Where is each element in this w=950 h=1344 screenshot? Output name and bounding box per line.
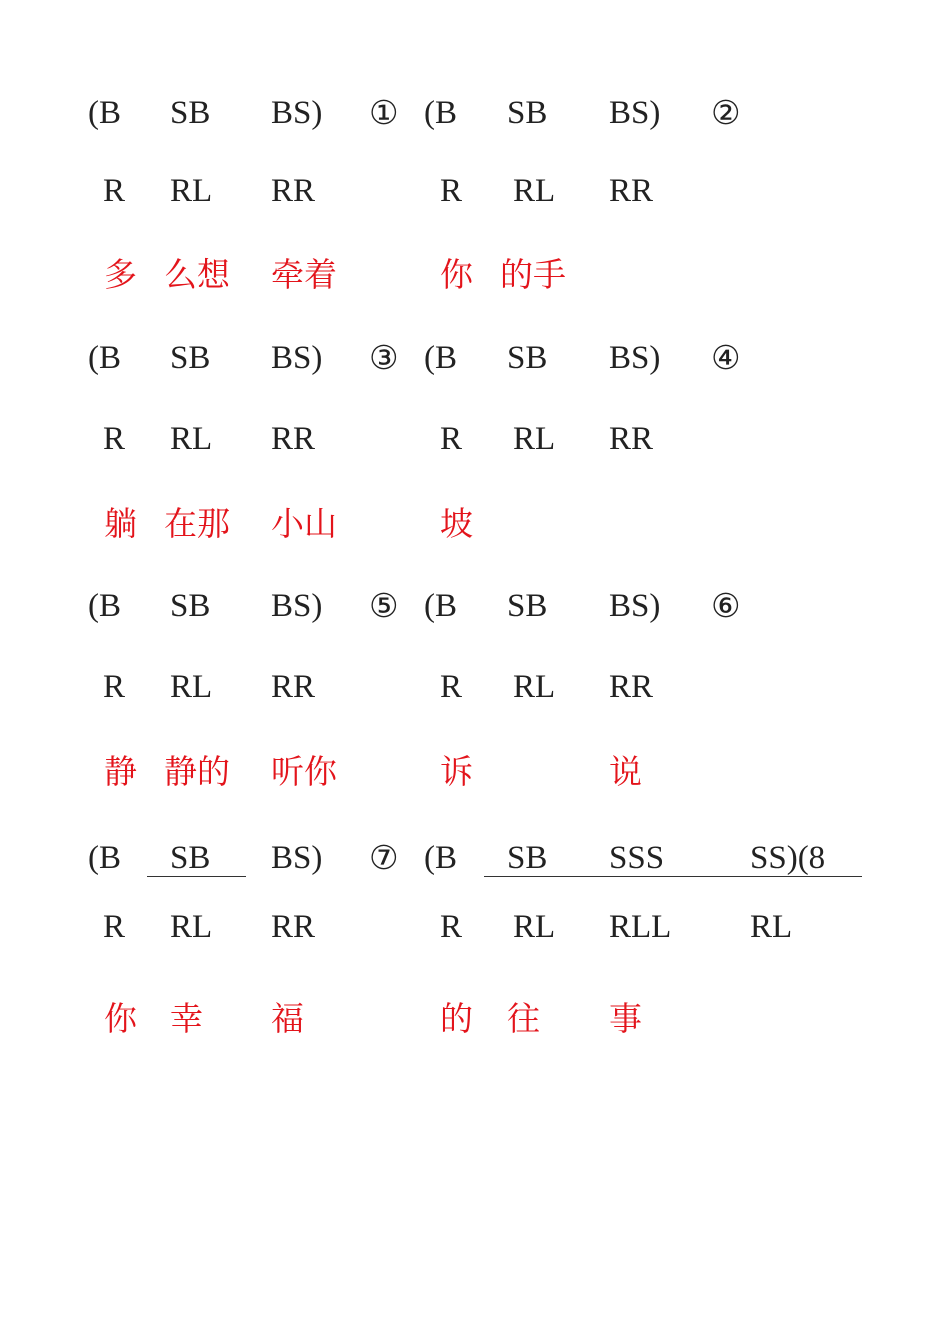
lyric-syllable: 的	[440, 999, 473, 1038]
hand-token: R	[103, 669, 126, 705]
pattern-token: (B	[88, 95, 121, 131]
measure-number: ⑤	[369, 586, 399, 625]
hand-token: RR	[609, 173, 654, 209]
lyric-syllable: 的手	[500, 255, 566, 294]
lyric-syllable: 听你	[271, 752, 337, 791]
hand-token: R	[103, 909, 126, 945]
pattern-token: (B	[88, 840, 121, 876]
pattern-token: BS)	[271, 340, 323, 376]
lyric-syllable: 静的	[164, 752, 230, 791]
lyric-syllable: 么想	[164, 255, 230, 294]
pattern-token: (B	[424, 340, 457, 376]
lyric-syllable: 诉	[440, 752, 473, 791]
lyric-syllable: 牵着	[271, 255, 337, 294]
lyric-syllable: 事	[609, 999, 642, 1038]
pattern-token: SB	[507, 840, 548, 876]
hand-token: R	[440, 173, 463, 209]
hand-token: RR	[271, 909, 316, 945]
hand-token: RL	[170, 909, 213, 945]
pattern-token: SB	[507, 95, 548, 131]
measure-number: ①	[369, 93, 399, 132]
hand-token: R	[103, 173, 126, 209]
pattern-token: BS)	[271, 840, 323, 876]
pattern-token: SS)(8	[750, 840, 826, 876]
lyric-syllable: 在那	[164, 504, 230, 543]
beam-line	[147, 876, 246, 877]
lyric-syllable: 福	[271, 999, 304, 1038]
pattern-token: SB	[507, 340, 548, 376]
hand-token: RL	[750, 909, 793, 945]
hand-token: RR	[609, 669, 654, 705]
pattern-token: SB	[507, 588, 548, 624]
hand-token: R	[440, 669, 463, 705]
pattern-token: SB	[170, 840, 211, 876]
measure-number: ②	[711, 93, 741, 132]
pattern-token: BS)	[609, 588, 661, 624]
hand-token: RR	[271, 669, 316, 705]
measure-number: ⑥	[711, 586, 741, 625]
measure-number: ③	[369, 338, 399, 377]
lyric-syllable: 静	[104, 752, 137, 791]
lyric-syllable: 躺	[104, 504, 137, 543]
lyric-syllable: 幸	[170, 999, 203, 1038]
hand-token: R	[103, 421, 126, 457]
hand-token: RLL	[609, 909, 672, 945]
lyric-syllable: 往	[507, 999, 540, 1038]
pattern-token: BS)	[271, 588, 323, 624]
pattern-token: SB	[170, 340, 211, 376]
hand-token: R	[440, 421, 463, 457]
hand-token: RL	[513, 421, 556, 457]
pattern-token: (B	[88, 588, 121, 624]
pattern-token: SB	[170, 95, 211, 131]
lyric-syllable: 你	[104, 999, 137, 1038]
hand-token: RL	[513, 173, 556, 209]
measure-number: ④	[711, 338, 741, 377]
hand-token: R	[440, 909, 463, 945]
pattern-token: SSS	[609, 840, 665, 876]
hand-token: RL	[513, 669, 556, 705]
lyric-syllable: 坡	[440, 504, 473, 543]
lyric-syllable: 小山	[271, 504, 337, 543]
hand-token: RR	[271, 173, 316, 209]
beam-line	[484, 876, 862, 877]
pattern-token: (B	[88, 340, 121, 376]
pattern-token: BS)	[609, 95, 661, 131]
pattern-token: (B	[424, 588, 457, 624]
hand-token: RL	[170, 669, 213, 705]
lyric-syllable: 多	[104, 255, 137, 294]
lyric-syllable: 说	[609, 752, 642, 791]
pattern-token: BS)	[609, 340, 661, 376]
hand-token: RL	[513, 909, 556, 945]
hand-token: RL	[170, 173, 213, 209]
measure-number: ⑦	[369, 838, 399, 877]
pattern-token: BS)	[271, 95, 323, 131]
lyric-syllable: 你	[440, 255, 473, 294]
hand-token: RL	[170, 421, 213, 457]
pattern-token: (B	[424, 840, 457, 876]
hand-token: RR	[609, 421, 654, 457]
pattern-token: (B	[424, 95, 457, 131]
hand-token: RR	[271, 421, 316, 457]
pattern-token: SB	[170, 588, 211, 624]
